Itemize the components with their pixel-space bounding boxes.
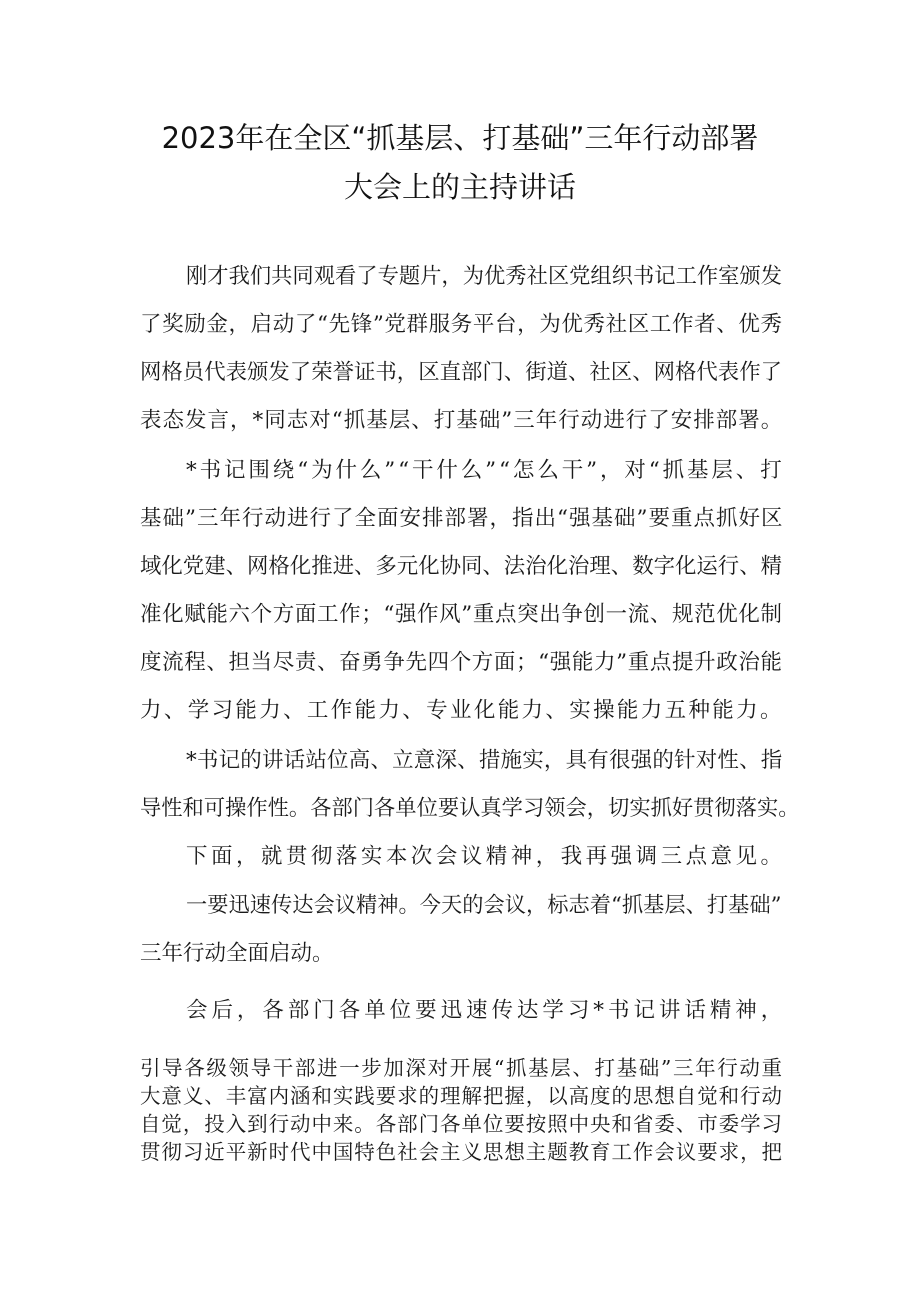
paragraph-1-line-1: 刚才我们共同观看了专题片，为优秀社区党组织书记工作室颁发 [186, 264, 783, 289]
paragraph-3-line-2: 导性和可操作性。各部门各单位要认真学习领会，切实抓好贯彻落实。 [140, 796, 800, 821]
paragraph-2-line-5: 度流程、担当尽责、奋勇争先四个方面；“强能力”重点提升政治能 [140, 650, 783, 675]
paragraph-5-line-2: 三年行动全面启动。 [140, 941, 334, 966]
dense-paragraph-line-3: 自觉，投入到行动中来。各部门各单位要按照中央和省委、市委学习 [140, 1112, 783, 1136]
paragraph-2-line-2: 基础”三年行动进行了全面安排部署，指出“强基础”要重点抓好区 [140, 506, 784, 531]
paragraph-2-line-6: 力、学习能力、工作能力、专业化能力、实操能力五种能力。 [140, 698, 784, 723]
paragraph-3-line-1: *书记的讲话站位高、立意深、措施实，具有很强的针对性、指 [186, 748, 783, 773]
dense-paragraph-line-1: 引导各级领导干部进一步加深对开展“抓基层、打基础”三年行动重 [140, 1056, 784, 1080]
paragraph-5-line-1: 一要迅速传达会议精神。今天的会议，标志着“抓基层、打基础” [186, 893, 782, 918]
document-title-line-1: 2023年在全区“抓基层、打基础”三年行动部署 [161, 121, 759, 155]
paragraph-2-line-3: 域化党建、网格化推进、多元化协同、法治化治理、数字化运行、精 [140, 554, 783, 579]
paragraph-1-line-2: 了奖励金，启动了“先锋”党群服务平台，为优秀社区工作者、优秀 [140, 312, 783, 337]
paragraph-4-line-1: 下面，就贯彻落实本次会议精神，我再强调三点意见。 [186, 844, 786, 869]
paragraph-1-line-3: 网格员代表颁发了荣誉证书，区直部门、街道、社区、网格代表作了 [140, 360, 783, 385]
paragraph-2-line-4: 准化赋能六个方面工作；“强作风”重点突出争创一流、规范优化制 [140, 602, 783, 627]
paragraph-2-line-1: *书记围绕“为什么”“干什么”“怎么干”，对“抓基层、打 [186, 458, 785, 483]
document-title-line-2: 大会上的主持讲话 [343, 170, 576, 204]
paragraph-6-line-1: 会后，各部门各单位要迅速传达学习*书记讲话精神， [186, 998, 787, 1023]
paragraph-1-line-4: 表态发言，*同志对“抓基层、打基础”三年行动进行了安排部署。 [140, 408, 784, 433]
dense-paragraph-line-2: 大意义、丰富内涵和实践要求的理解把握，以高度的思想自觉和行动 [140, 1084, 783, 1108]
dense-paragraph-line-4: 贯彻习近平新时代中国特色社会主义思想主题教育工作会议要求，把 [140, 1140, 783, 1164]
